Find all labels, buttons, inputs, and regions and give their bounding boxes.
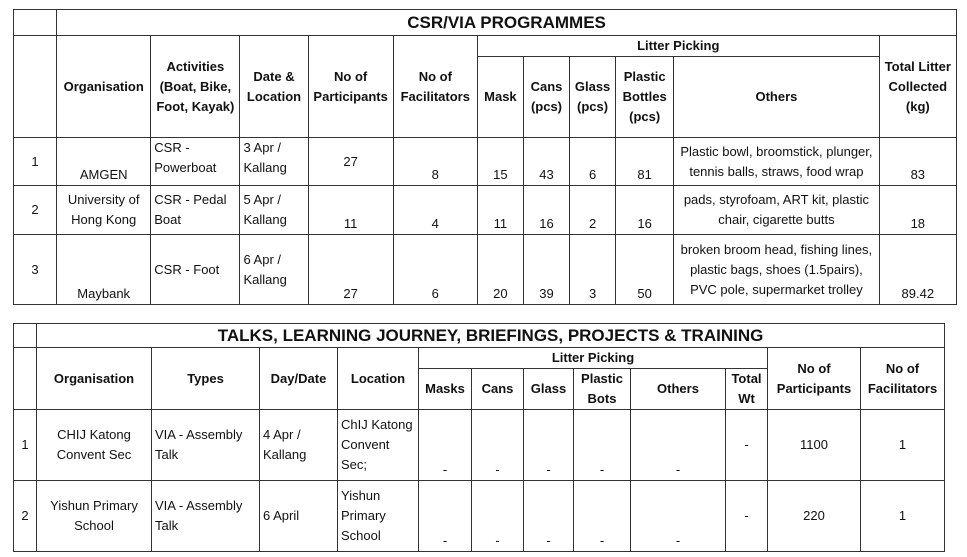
others-header: Others	[631, 369, 726, 410]
mask-header: Mask	[477, 57, 523, 138]
participants-cell: 11	[308, 186, 393, 235]
total-cell: -	[726, 410, 768, 481]
cans-cell: -	[472, 410, 524, 481]
number-header	[14, 36, 57, 138]
glass-cell: -	[524, 481, 574, 552]
total-cell: -	[726, 481, 768, 552]
bots-cell: -	[574, 481, 631, 552]
types-header: Types	[152, 348, 260, 410]
mask-cell: 20	[477, 235, 523, 305]
date-location-header: Date & Location	[240, 36, 308, 138]
table-row	[14, 481, 945, 552]
participants-cell: 27	[308, 138, 393, 186]
table-row	[14, 138, 957, 186]
corner-cell	[14, 324, 37, 348]
cans-header: Cans	[472, 369, 524, 410]
cans-cell: 43	[523, 138, 569, 186]
total-cell: 83	[879, 138, 956, 186]
total-wt-header: Total Wt	[726, 369, 768, 410]
litter-picking-header: Litter Picking	[419, 348, 768, 369]
masks-header: Masks	[419, 369, 472, 410]
cans-cell: 16	[523, 186, 569, 235]
others-header: Others	[674, 57, 879, 138]
mask-cell: 11	[477, 186, 523, 235]
facilitators-cell: 8	[393, 138, 477, 186]
masks-cell: -	[419, 410, 472, 481]
bottles-cell: 50	[616, 235, 674, 305]
row-number: 2	[14, 186, 57, 235]
csr-title: CSR/VIA PROGRAMMES	[57, 10, 957, 36]
participants-header: No of Participants	[308, 36, 393, 138]
day-date-header: Day/Date	[260, 348, 338, 410]
cans-cell: 39	[523, 235, 569, 305]
date-cell: 3 Apr / Kallang	[240, 138, 308, 186]
organisation-cell: AMGEN	[57, 138, 151, 186]
glass-header: Glass	[524, 369, 574, 410]
facilitators-header: No of Facilitators	[393, 36, 477, 138]
organisation-cell: Maybank	[57, 235, 151, 305]
row-number: 2	[14, 481, 37, 552]
cans-cell: -	[472, 481, 524, 552]
others-cell: Plastic bowl, broomstick, plunger, tennis balls, straws, food wrap	[674, 138, 879, 186]
corner-cell	[14, 10, 57, 36]
glass-header: Glass (pcs)	[570, 57, 616, 138]
organisation-header: Organisation	[37, 348, 152, 410]
facilitators-cell: 1	[861, 410, 945, 481]
total-cell: 18	[879, 186, 956, 235]
masks-cell: -	[419, 481, 472, 552]
participants-header: No of Participants	[768, 348, 861, 410]
glass-cell: 2	[570, 186, 616, 235]
date-cell: 5 Apr / Kallang	[240, 186, 308, 235]
activity-cell: CSR - Pedal Boat	[151, 186, 240, 235]
bots-cell: -	[574, 410, 631, 481]
activity-cell: CSR - Foot	[151, 235, 240, 305]
participants-cell: 27	[308, 235, 393, 305]
row-number: 1	[14, 138, 57, 186]
bottles-cell: 16	[616, 186, 674, 235]
facilitators-header: No of Facilitators	[861, 348, 945, 410]
row-number: 3	[14, 235, 57, 305]
organisation-cell: CHIJ Katong Convent Sec	[37, 410, 152, 481]
others-cell: broken broom head, fishing lines, plastic bags, shoes (1.5pairs), PVC pole, supermarket trolley	[674, 235, 879, 305]
participants-cell: 220	[768, 481, 861, 552]
total-cell: 89.42	[879, 235, 956, 305]
plastic-bottles-header: Plastic Bottles (pcs)	[616, 57, 674, 138]
talks-title: TALKS, LEARNING JOURNEY, BRIEFINGS, PROJECTS & TRAINING	[37, 324, 945, 348]
number-header	[14, 348, 37, 410]
cans-header: Cans (pcs)	[523, 57, 569, 138]
facilitators-cell: 6	[393, 235, 477, 305]
bottles-cell: 81	[616, 138, 674, 186]
activity-cell: CSR - Powerboat	[151, 138, 240, 186]
type-cell: VIA - Assembly Talk	[152, 410, 260, 481]
mask-cell: 15	[477, 138, 523, 186]
row-number: 1	[14, 410, 37, 481]
plastic-bots-header: Plastic Bots	[574, 369, 631, 410]
glass-cell: 3	[570, 235, 616, 305]
litter-picking-header: Litter Picking	[477, 36, 879, 57]
location-header: Location	[338, 348, 419, 410]
total-litter-header: Total Litter Collected (kg)	[879, 36, 956, 138]
organisation-header: Organisation	[57, 36, 151, 138]
location-cell: Yishun Primary School	[338, 481, 419, 552]
type-cell: VIA - Assembly Talk	[152, 481, 260, 552]
table-row	[14, 410, 945, 481]
others-cell: -	[631, 410, 726, 481]
location-cell: ChIJ Katong Convent Sec;	[338, 410, 419, 481]
organisation-cell: Yishun Primary School	[37, 481, 152, 552]
participants-cell: 1100	[768, 410, 861, 481]
table-row	[14, 186, 957, 235]
talks-table	[13, 323, 945, 552]
facilitators-cell: 1	[861, 481, 945, 552]
facilitators-cell: 4	[393, 186, 477, 235]
table-row	[14, 235, 957, 305]
date-cell: 6 Apr / Kallang	[240, 235, 308, 305]
csr-programmes-table	[13, 9, 957, 305]
date-cell: 6 April	[260, 481, 338, 552]
glass-cell: 6	[570, 138, 616, 186]
activities-header: Activities (Boat, Bike, Foot, Kayak)	[151, 36, 240, 138]
organisation-cell: University of Hong Kong	[57, 186, 151, 235]
glass-cell: -	[524, 410, 574, 481]
date-cell: 4 Apr / Kallang	[260, 410, 338, 481]
others-cell: -	[631, 481, 726, 552]
others-cell: pads, styrofoam, ART kit, plastic chair, cigarette butts	[674, 186, 879, 235]
